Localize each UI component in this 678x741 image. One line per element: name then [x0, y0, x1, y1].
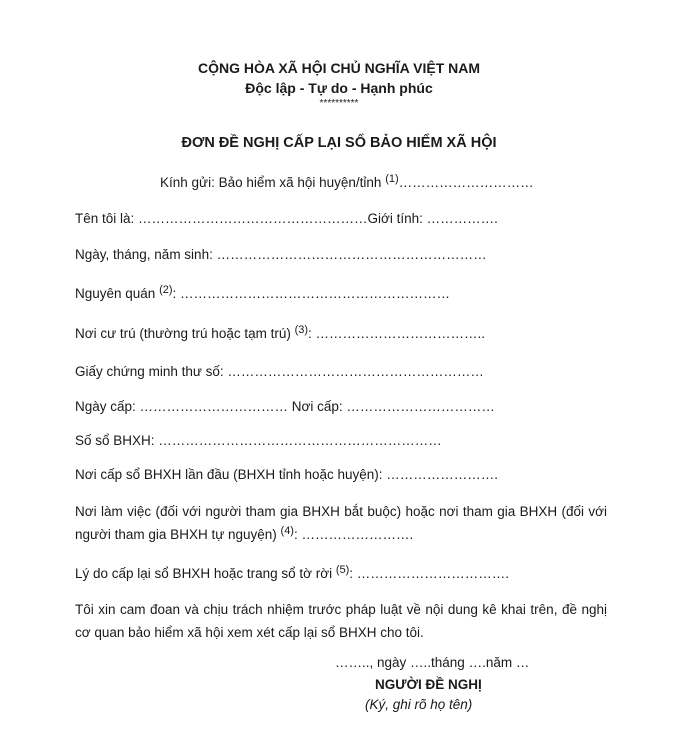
recipient-dots: ………………………… [398, 175, 534, 190]
hometown-note: (2) [159, 284, 173, 296]
workplace-dots: : ……………………. [293, 527, 414, 542]
field-name [75, 211, 498, 226]
first-issue-label: Nơi cấp sổ BHXH lần đầu (BHXH tỉnh hoặc huyện): [75, 467, 387, 482]
field-id-card [75, 364, 484, 379]
residence-label: Nơi cư trú (thường trú hoặc tạm trú) [75, 326, 295, 341]
issue-place-label: Nơi cấp: [288, 399, 347, 414]
reason-dots: : ……………………………. [349, 566, 510, 581]
dob-label: Ngày, tháng, năm sinh: [75, 247, 217, 262]
book-number-dots: ……………………………………………………… [158, 433, 442, 448]
workplace-text: Nơi làm việc (đối với người tham gia BHXH bắt buộc) hoặc nơi tham gia BHXH (đối với người tham gia BHXH tự nguyện) [75, 504, 607, 542]
recipient-label: Kính gửi: Bảo hiểm xã hội huyện/tỉnh [160, 175, 386, 190]
hometown-label: Nguyên quán [75, 286, 160, 301]
recipient-line [160, 175, 534, 190]
residence-dots: : ……………………………….. [308, 326, 486, 341]
field-dob [75, 247, 487, 262]
residence-note: (3) [294, 324, 309, 336]
reason-label: Lý do cấp lại sổ BHXH hoặc trang sổ tờ rời [75, 566, 336, 581]
recipient-note: (1) [385, 173, 399, 185]
id-card-dots: ………………………………………………… [227, 364, 484, 379]
reason-note: (5) [335, 564, 350, 576]
workplace-note: (4) [280, 525, 294, 537]
issue-date-label: Ngày cấp: [75, 399, 140, 414]
field-reason [75, 566, 509, 581]
issue-place-dots: …………………………… [346, 399, 495, 414]
signature-date-line: …….., ngày …..tháng ….năm … [335, 655, 530, 670]
hometown-dots: : …………………………………………………… [172, 286, 451, 301]
id-card-label: Giấy chứng minh thư số: [75, 364, 228, 379]
gender-dots: ……………. [426, 211, 498, 226]
motto-stars: ********** [319, 98, 359, 109]
first-issue-dots: ……………………. [386, 467, 499, 482]
motto: Độc lập - Tự do - Hạnh phúc [245, 80, 433, 96]
declaration-paragraph: Tôi xin cam đoan và chịu trách nhiệm trước pháp luật về nội dung kê khai trên, đề nghị cơ quan bảo hiểm xã hội xem xét cấp lại sổ BHXH cho tôi. [75, 602, 607, 640]
field-residence [75, 326, 485, 341]
issue-date-dots: …………………………… [139, 399, 289, 414]
name-dots: …………………………………………… [138, 211, 368, 226]
field-hometown [75, 286, 450, 301]
field-book-number [75, 433, 442, 448]
book-number-label: Số sổ BHXH: [75, 433, 159, 448]
country-heading: CỘNG HÒA XÃ HỘI CHỦ NGHĨA VIỆT NAM [197, 60, 481, 76]
field-first-issue [75, 467, 498, 482]
gender-label: Giới tính: [367, 211, 427, 226]
signature-role: NGƯỜI ĐỀ NGHỊ [375, 677, 482, 692]
name-label: Tên tôi là: [75, 211, 139, 226]
signature-instruction: (Ký, ghi rõ họ tên) [365, 697, 473, 712]
workplace-paragraph [75, 500, 607, 546]
document-title: ĐƠN ĐỀ NGHỊ CẤP LẠI SỔ BẢO HIỂM XÃ HỘI [181, 135, 497, 151]
field-issue [75, 399, 495, 414]
dob-dots: …………………………………………………… [216, 247, 487, 262]
